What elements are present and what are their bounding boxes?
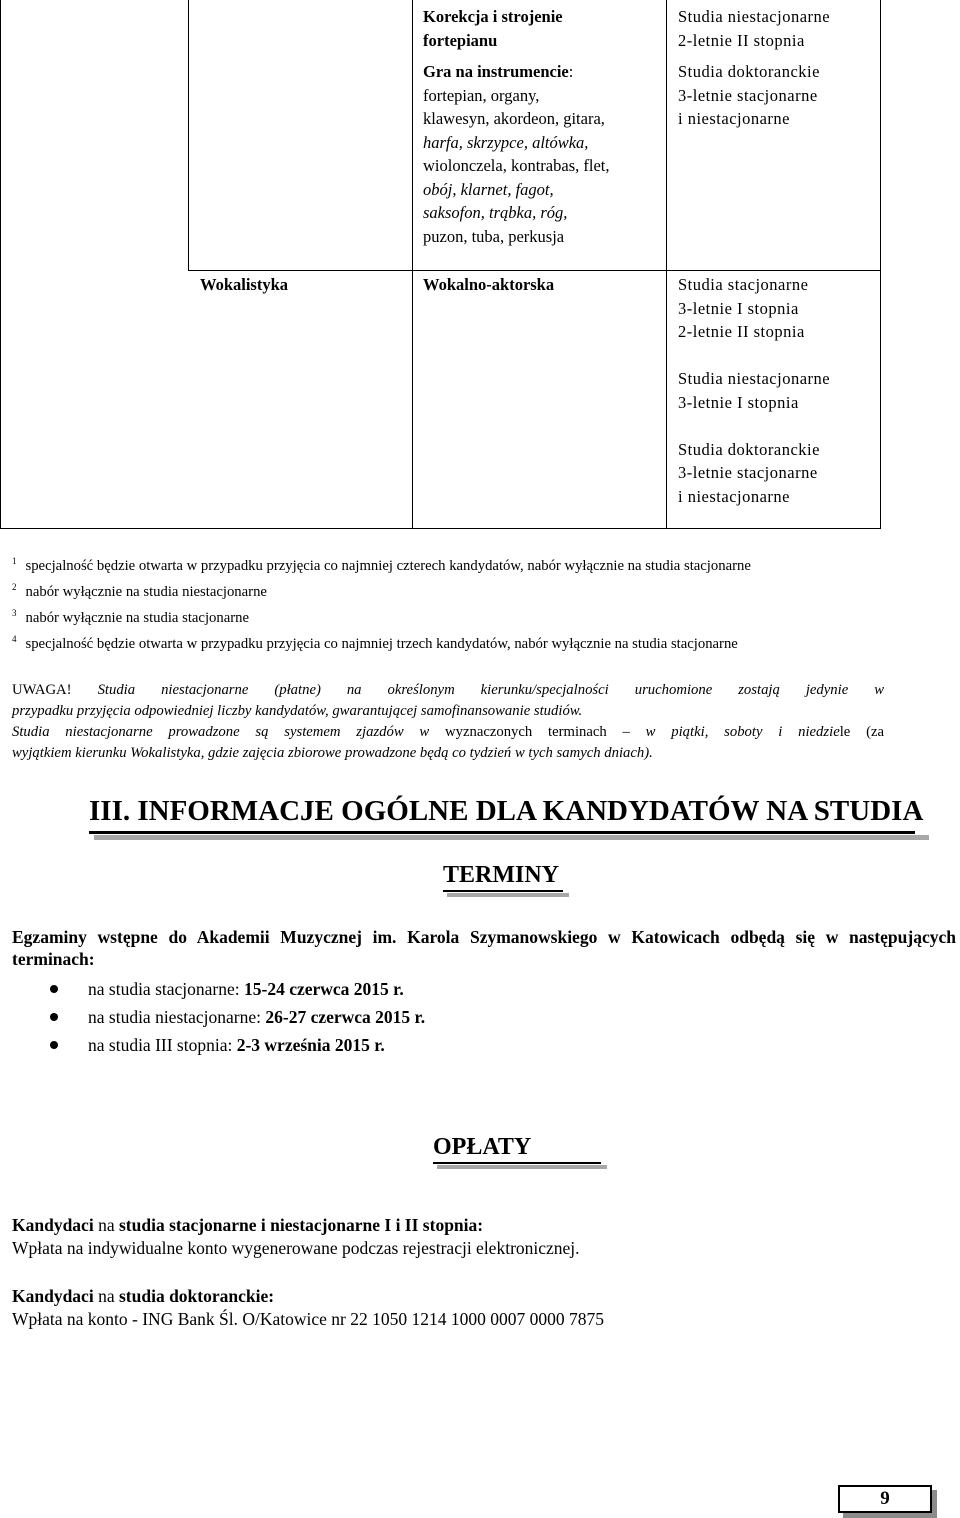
instrument-list-line: wiolonczela, kontrabas, flet, bbox=[423, 156, 610, 175]
study-mode-block bbox=[678, 5, 878, 52]
footnote bbox=[12, 577, 952, 603]
footnotes bbox=[12, 551, 952, 655]
footnote bbox=[12, 551, 952, 577]
terminy-heading: TERMINY bbox=[443, 862, 560, 888]
row-divider bbox=[188, 270, 881, 271]
studies-cell-row2 bbox=[678, 273, 878, 508]
exam-date: 2-3 września 2015 r. bbox=[236, 1035, 385, 1055]
table-divider-3 bbox=[666, 0, 667, 529]
instrument-list-line: fortepian, organy, bbox=[423, 85, 540, 105]
study-mode-block bbox=[678, 367, 878, 414]
study-mode-line: Studia doktoranckie bbox=[678, 439, 820, 459]
field-cell-wokalistyka: Wokalistyka bbox=[200, 275, 289, 294]
study-mode-block bbox=[678, 438, 878, 509]
study-mode-line: 2-letnie II stopnia bbox=[678, 30, 805, 50]
notice-text: – bbox=[622, 724, 630, 740]
study-mode-line: i niestacjonarne bbox=[678, 109, 790, 128]
specialty-cell-instruments bbox=[423, 5, 663, 248]
study-programs-table bbox=[0, 0, 960, 530]
page-number: 9 bbox=[880, 1488, 890, 1509]
fee-heading-part: na bbox=[93, 1215, 119, 1235]
section-title-underline bbox=[89, 831, 915, 834]
notice-line bbox=[12, 722, 884, 743]
notice-text: w piątki, soboty i niedzie bbox=[645, 724, 840, 740]
list-item bbox=[12, 1003, 912, 1031]
footnote-text: nabór wyłącznie na studia niestacjonarne bbox=[25, 584, 267, 600]
fee-heading-part: studia doktoranckie: bbox=[118, 1286, 275, 1306]
table-border-left bbox=[0, 0, 1, 529]
list-item bbox=[12, 975, 912, 1003]
specialty-cell-wokalno-aktorska: Wokalno-aktorska bbox=[423, 275, 555, 294]
fee-text: Wpłata na indywidualne konto wygenerowane podczas rejestracji elektronicznej. bbox=[12, 1238, 580, 1258]
notice-label: UWAGA! bbox=[12, 682, 72, 698]
exam-date: 26-27 czerwca 2015 r. bbox=[265, 1007, 426, 1027]
footnote-text: nabór wyłącznie na studia stacjonarne bbox=[25, 610, 249, 626]
study-mode-line: 3-letnie stacjonarne bbox=[678, 85, 818, 105]
notice-text: le (za bbox=[839, 724, 885, 740]
bullet-icon bbox=[50, 1013, 58, 1021]
instrument-list-line: klawesyn, akordeon, gitara, bbox=[423, 109, 605, 128]
section-title: III. INFORMACJE OGÓLNE DLA KANDYDATÓW NA STUDIA bbox=[89, 795, 924, 827]
fee-heading-part: Kandydaci bbox=[12, 1286, 94, 1306]
notice-line: wyjątkiem kierunku Wokalistyka, gdzie zajęcia zbiorowe prowadzone będą co tydzień w tych samych dniach). bbox=[12, 745, 653, 761]
table-border-right bbox=[880, 0, 881, 529]
footnote-number: 1 bbox=[12, 556, 17, 566]
specialty-colon: : bbox=[568, 62, 574, 81]
study-mode-line: 3-letnie stacjonarne bbox=[678, 463, 818, 482]
footnote bbox=[12, 603, 952, 629]
oplaty-heading-shadow bbox=[437, 1165, 607, 1169]
fee-heading-part: Kandydaci bbox=[12, 1215, 94, 1235]
exam-date: 15-24 czerwca 2015 r. bbox=[244, 979, 404, 999]
study-mode-block bbox=[678, 273, 878, 344]
study-mode-line: Studia doktoranckie bbox=[678, 62, 820, 81]
table-divider-2 bbox=[412, 0, 413, 529]
terminy-heading-shadow bbox=[447, 893, 569, 897]
study-mode-line: i niestacjonarne bbox=[678, 486, 790, 506]
fee-group-stationary bbox=[12, 1214, 580, 1260]
study-mode-block bbox=[678, 60, 878, 131]
footnote bbox=[12, 629, 952, 655]
study-mode-line: 3-letnie I stopnia bbox=[678, 298, 799, 318]
list-item bbox=[12, 1031, 912, 1059]
notice-line bbox=[12, 680, 884, 701]
notice-text: Studia niestacjonarne prowadzone są systemem zjazdów w bbox=[12, 724, 430, 740]
terminy-heading-underline bbox=[443, 890, 563, 892]
study-mode-line: 2-letnie II stopnia bbox=[678, 322, 805, 341]
notice-line: przypadku przyjęcia odpowiedniej liczby kandydatów, gwarantującej samofinansowanie studiów. bbox=[12, 703, 583, 719]
fee-group-doctoral bbox=[12, 1285, 604, 1331]
bullet-icon bbox=[50, 1041, 58, 1049]
studies-cell-row1 bbox=[678, 5, 878, 131]
instrument-list-line: puzon, tuba, perkusja bbox=[423, 226, 565, 246]
oplaty-heading: OPŁATY bbox=[433, 1134, 532, 1160]
notice-text: Studia niestacjonarne (płatne) na określonym kierunku/specjalności uruchomione zostają jedynie w bbox=[97, 682, 885, 698]
fee-text: Wpłata na konto - ING Bank Śl. O/Katowice nr 22 1050 1214 1000 0007 0000 7875 bbox=[12, 1309, 605, 1329]
fee-heading-part: na bbox=[93, 1286, 119, 1306]
section-title-shadow bbox=[94, 835, 929, 840]
footnote-text: specjalność będzie otwarta w przypadku przyjęcia co najmniej trzech kandydatów, nabór wyłącznie na studia stacjonarne bbox=[25, 636, 738, 652]
exam-type: na studia niestacjonarne: bbox=[88, 1007, 266, 1027]
instrument-list-line: harfa, skrzypce, altówka, bbox=[423, 132, 589, 152]
study-mode-line: Studia niestacjonarne bbox=[678, 369, 831, 388]
footnote-text: specjalność będzie otwarta w przypadku przyjęcia co najmniej czterech kandydatów, nabór wyłącznie na studia stacjonarne bbox=[25, 558, 751, 574]
exam-type: na studia III stopnia: bbox=[88, 1035, 237, 1055]
table-border-bottom bbox=[0, 528, 881, 529]
specialty-title: Gra na instrumencie bbox=[423, 62, 569, 81]
notice-text: wyznaczonych terminach bbox=[445, 724, 607, 740]
study-mode-line: Studia stacjonarne bbox=[678, 275, 809, 294]
fee-heading-part: studia stacjonarne i niestacjonarne I i II stopnia: bbox=[118, 1215, 484, 1235]
study-mode-line: Studia niestacjonarne bbox=[678, 7, 831, 26]
study-mode-line: 3-letnie I stopnia bbox=[678, 392, 799, 412]
table-divider-1 bbox=[188, 0, 189, 270]
footnote-number: 4 bbox=[12, 634, 17, 644]
exam-intro: Egzaminy wstępne do Akademii Muzycznej im. Karola Szymanowskiego w Katowicach odbędą się w następujących terminach: bbox=[12, 927, 956, 969]
instrument-list-line: saksofon, trąbka, róg, bbox=[423, 203, 568, 222]
notice-block bbox=[12, 680, 884, 764]
bullet-icon bbox=[50, 985, 58, 993]
exam-dates-list bbox=[12, 975, 912, 1059]
oplaty-heading-underline bbox=[433, 1162, 601, 1164]
specialty-title: Korekcja i strojenie fortepianu bbox=[423, 7, 563, 50]
footnote-number: 3 bbox=[12, 608, 17, 618]
page-number-box bbox=[838, 1485, 932, 1513]
instrument-list-line: obój, klarnet, fagot, bbox=[423, 179, 554, 199]
exam-type: na studia stacjonarne: bbox=[88, 979, 244, 999]
footnote-number: 2 bbox=[12, 582, 17, 592]
